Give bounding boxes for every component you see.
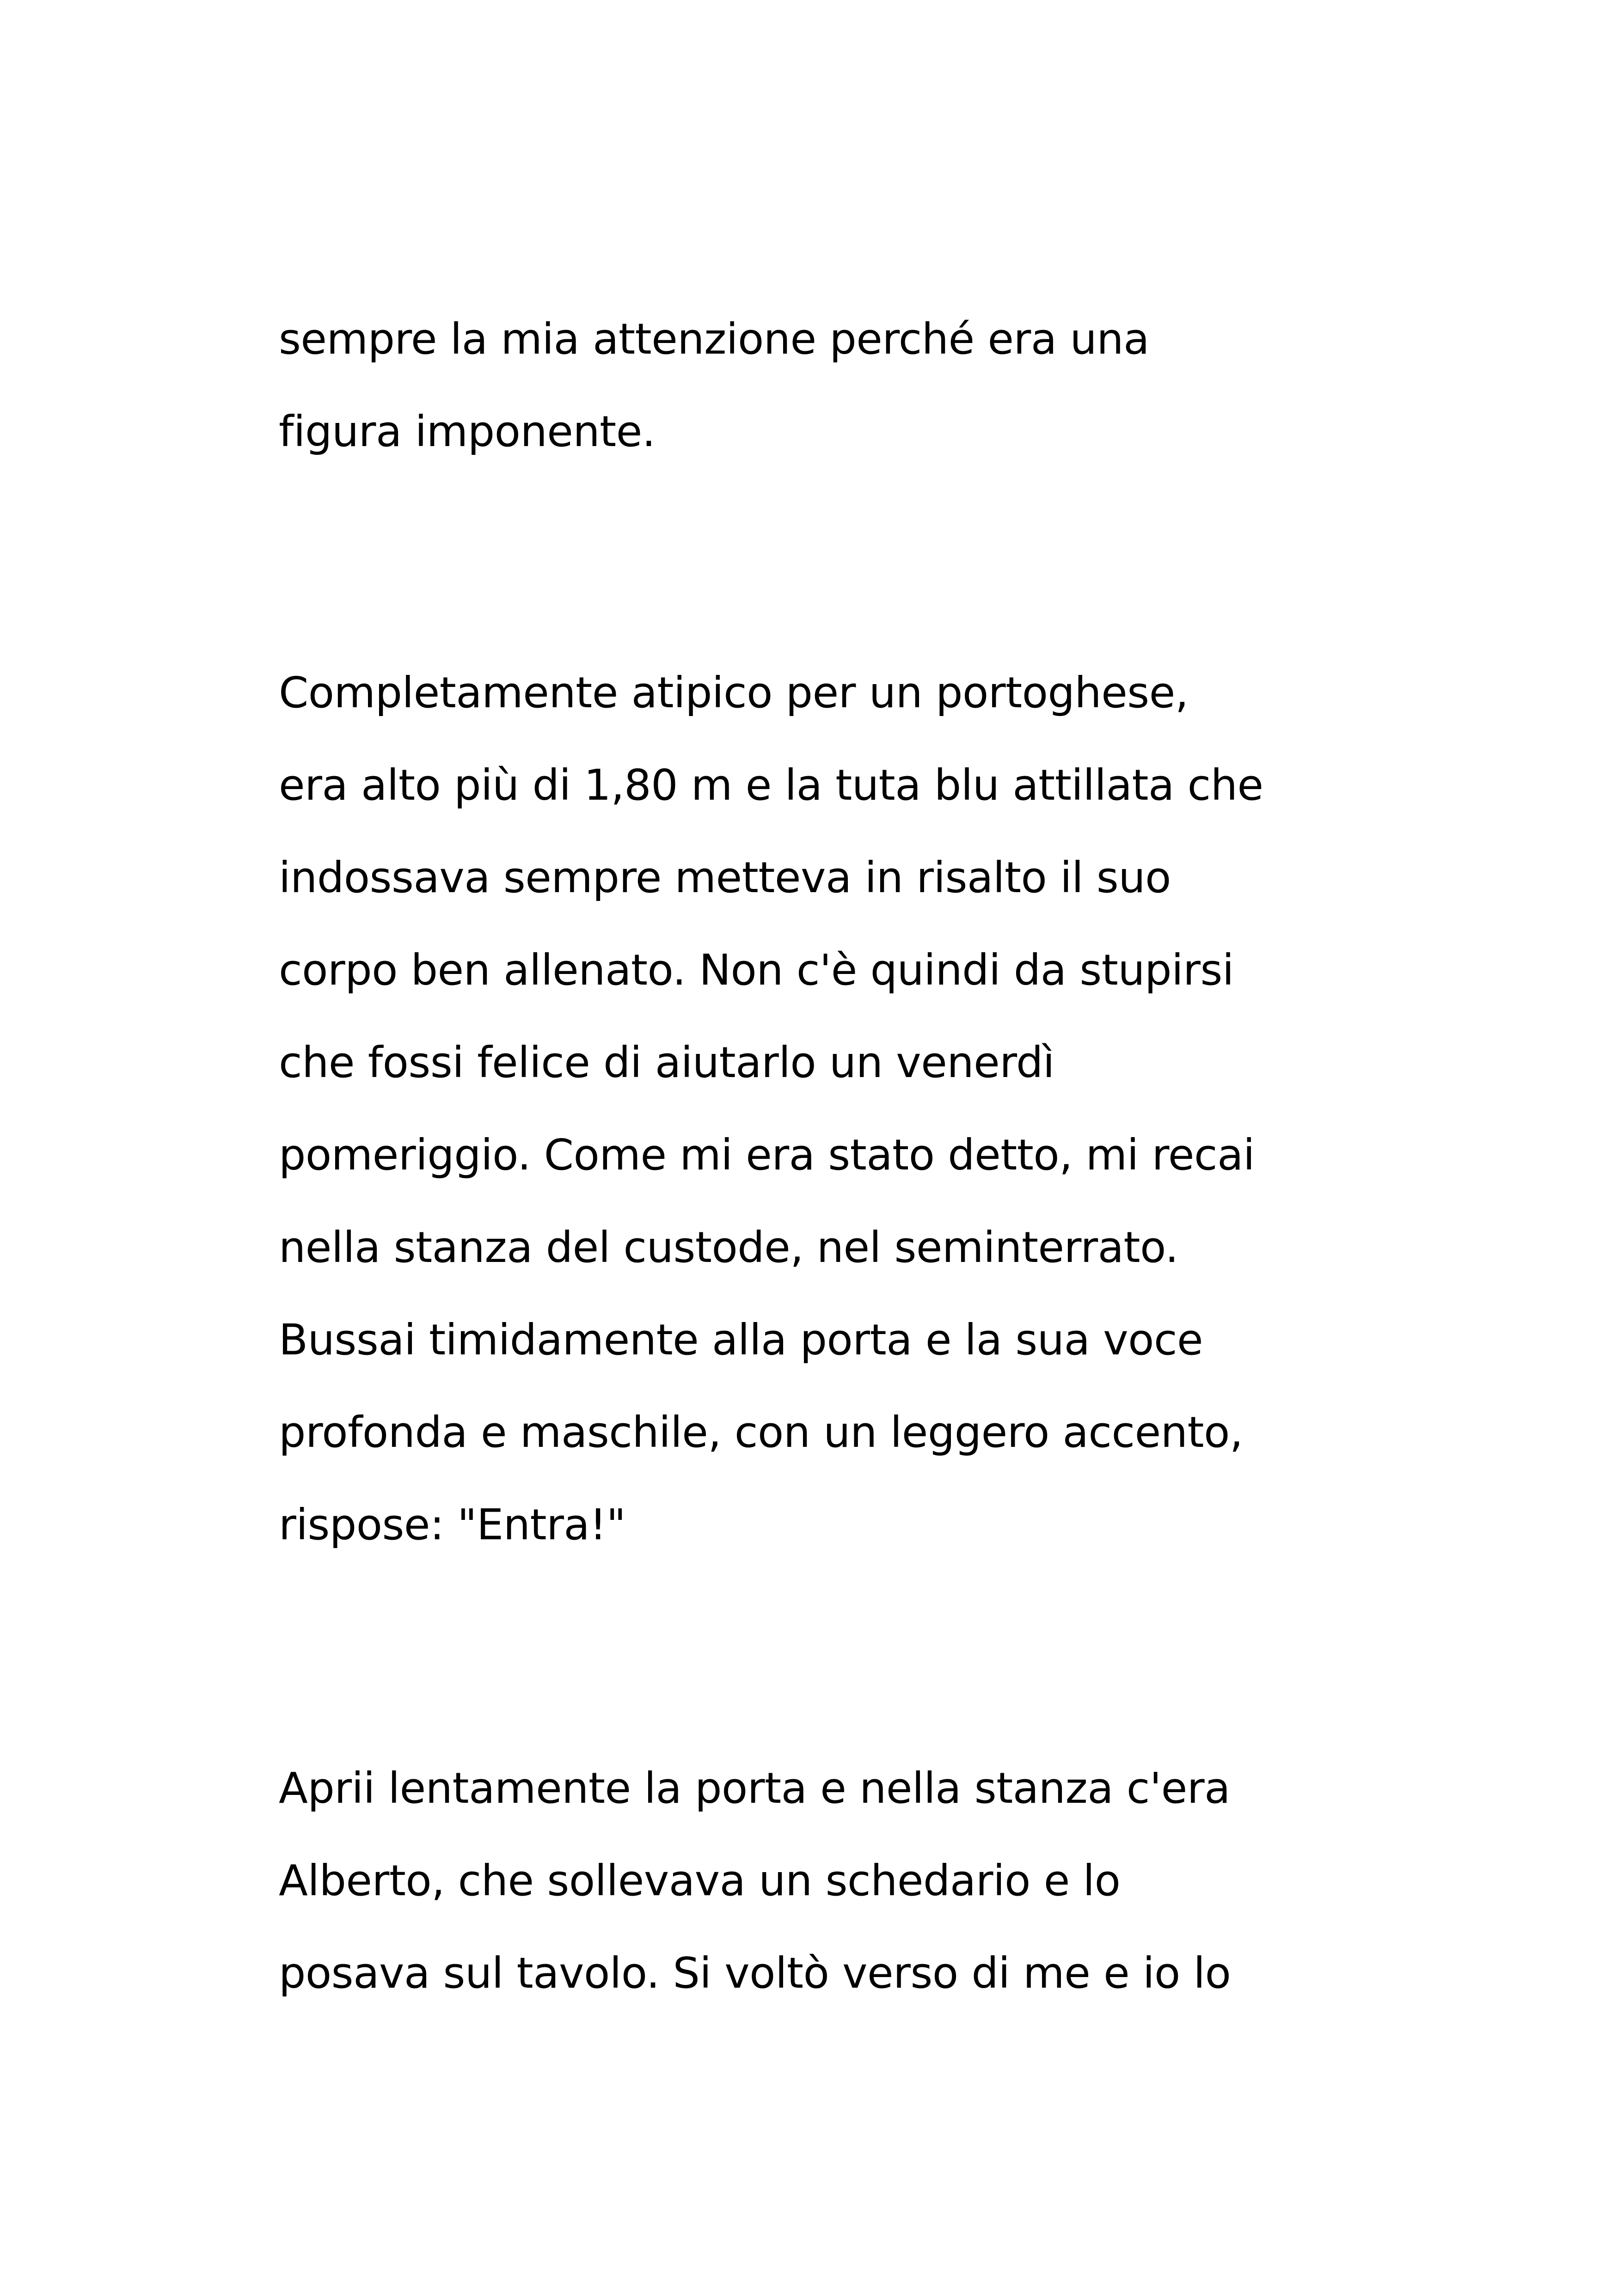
paragraph-2-line-9: profonda e maschile, con un leggero accento,: [279, 1408, 1243, 1457]
paragraph-1-line-1: sempre la mia attenzione perché era una: [279, 314, 1149, 364]
paragraph-2-line-2: era alto più di 1,80 m e la tuta blu attillata che: [279, 760, 1263, 810]
paragraph-2-line-7: nella stanza del custode, nel seminterrato.: [279, 1223, 1179, 1272]
paragraph-1-line-2: figura imponente.: [279, 407, 656, 456]
paragraph-3-line-2: Alberto, che sollevava un schedario e lo: [279, 1856, 1121, 1905]
paragraph-2-line-3: indossava sempre metteva in risalto il suo: [279, 853, 1171, 902]
paragraph-2-line-5: che fossi felice di aiutarlo un venerdì: [279, 1038, 1054, 1087]
paragraph-2-line-6: pomeriggio. Come mi era stato detto, mi recai: [279, 1130, 1255, 1180]
paragraph-3-line-3: posava sul tavolo. Si voltò verso di me e io lo: [279, 1948, 1231, 1998]
paragraph-2-line-1: Completamente atipico per un portoghese,: [279, 668, 1189, 717]
paragraph-2-line-4: corpo ben allenato. Non c'è quindi da stupirsi: [279, 945, 1234, 995]
paragraph-3-line-1: Aprii lentamente la porta e nella stanza c'era: [279, 1763, 1231, 1813]
paragraph-2-line-10: rispose: "Entra!": [279, 1500, 626, 1549]
paragraph-2-line-8: Bussai timidamente alla porta e la sua voce: [279, 1315, 1203, 1365]
